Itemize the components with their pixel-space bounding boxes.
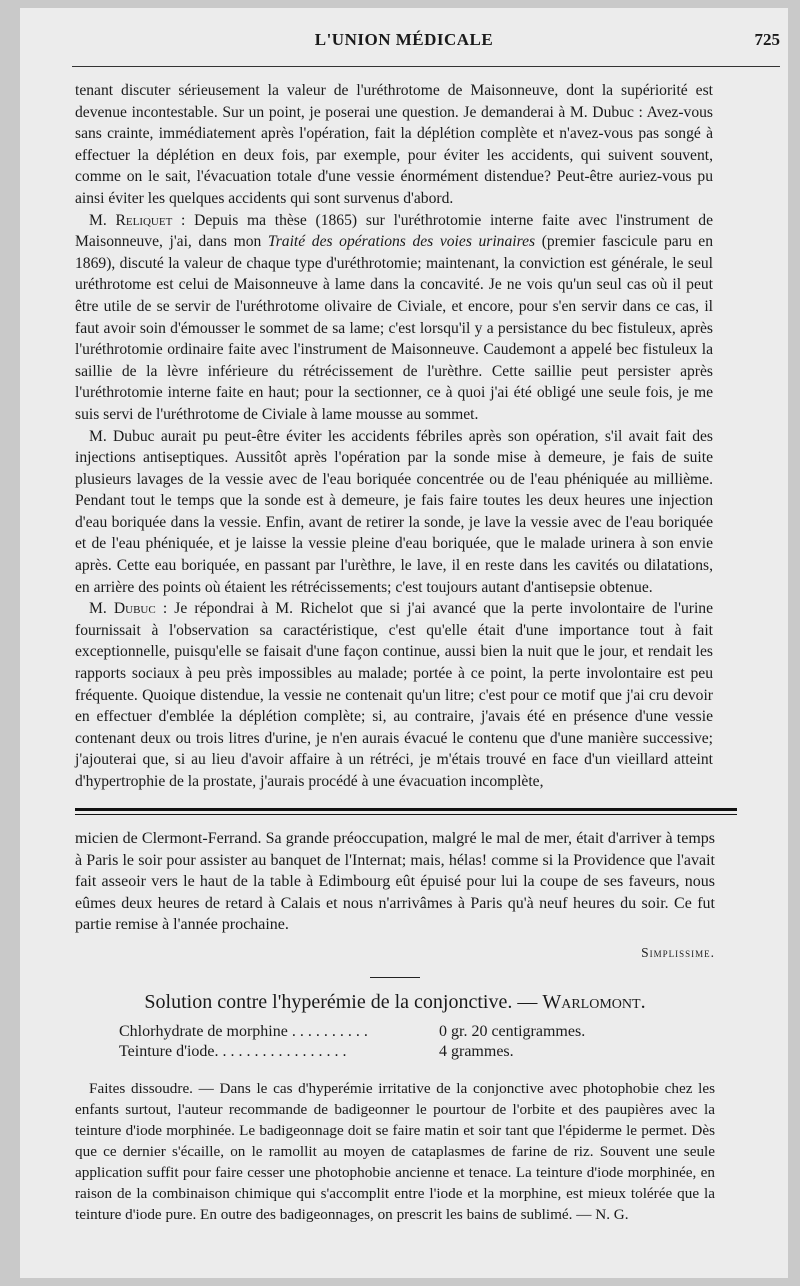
- paragraph: [75, 210, 713, 426]
- feuilleton-section: [75, 828, 715, 1225]
- feuilleton-separator-thin: [75, 814, 737, 815]
- paragraph: M. Dubuc aurait pu peut-être éviter les accidents fébriles après son opération, s'il avait fait des injections antiseptiques. Aussitôt après l'opération par la sonde mise à demeure, je fais de suite plusieurs lavages de la vessie avec de l'eau boriquée concentrée ou de l'eau phéniquée au millième. Pendant tout le temps que la sonde est à demeure, je fais faire toutes les deux heures une injection d'eau boriquée dans la vessie. Enfin, avant de retirer la sonde, je lave la vessie avec de l'eau boriquée et de l'eau phéniquée, et je laisse la vessie pleine d'eau boriquée, que le malade urinera à son envie après. Cette eau boriquée, en passant par l'urèthre, le lave, il en reste dans les cavités ou dilatations, en arrière des points où étaient les rétrécissements; c'est toujours autant d'antisepsie obtenue.: [75, 427, 713, 596]
- feuilleton-separator: [75, 808, 737, 811]
- running-header: [20, 30, 788, 56]
- discussion-section: [75, 80, 713, 793]
- formula-author: Warlomont.: [542, 991, 646, 1013]
- paragraph: micien de Clermont-Ferrand. Sa grande préoccupation, malgré le mal de mer, était d'arriver à temps à Paris le soir pour assister au banquet de l'Internat; mais, hélas! comme si la Providence que l'avait fait asseoir vers le haut de la table à Edimbourg eût épuisé pour lui la coupe de ses faveurs, nous eûmes deux heures de retard à Calais et nous n'arrivâmes à Paris qu'à neuf heures du soir. Ce fut partie remise à l'année prochaine.: [75, 830, 715, 933]
- paragraph: tenant discuter sérieusement la valeur de l'uréthrotome de Maisonneuve, dont la supériorité est devenue incontestable. Sur un point, je poserai une question. Je demanderai à M. Dubuc : Avez-vous sans crainte, immédiatement après l'opération, fait la déplétion complète et n'avez-vous pas songé à effectuer la déplétion en deux fois, par exemple, pour éviter les accidents, qui suivent souvent, comme on le sait, l'évacuation totale d'une vessie énormément distendue? Peut-être auriez-vous pu ainsi éviter les quelques accidents qui sont survenus d'abord.: [75, 82, 713, 207]
- ingredient-dose: 4 grammes.: [439, 1042, 514, 1060]
- signature: Simplissime.: [641, 944, 715, 960]
- ingredient-list: [75, 1022, 715, 1062]
- ingredient-line: [75, 1022, 715, 1042]
- book-title: Traité des opérations des voies urinaires: [267, 233, 536, 251]
- speaker-name: M. Reliquet :: [89, 211, 186, 229]
- formula-title-text: Solution contre l'hyperémie de la conjonctive. —: [144, 991, 543, 1013]
- ingredient-line: [75, 1042, 715, 1062]
- speaker-name: M. Dubuc :: [89, 600, 168, 618]
- journal-title: L'UNION MÉDICALE: [314, 30, 494, 49]
- ingredient-dose: 0 gr. 20 centigrammes.: [439, 1022, 586, 1040]
- section-divider: [370, 977, 420, 978]
- journal-page: [20, 8, 788, 1278]
- ingredient-name: Teinture d'iode. . . . . . . . . . . . . . . . .: [119, 1042, 347, 1060]
- formula-instructions: Faites dissoudre. — Dans le cas d'hyperémie irritative de la conjonctive avec photophobie chez les enfants surtout, l'auteur recommande de badigeonner le pourtour de l'orbite et des paupières avec la teinture d'iode morphinée. Le badigeonnage doit se faire matin et soir tant que l'épiderme le permet. Dès que ce dernier s'écaille, on le ramollit au moyen de cataplasmes de farine de riz. Souvent une seule application suffit pour faire cesser une photophobie ancienne et tenace. La teinture d'iode morphinée, en raison de la combinaison chimique qui s'accomplit entre l'iode et la morphine, est mieux tolérée que la teinture d'iode pure. En outre des badigeonnages, on prescrit les bains de sublimé. — N. G.: [75, 1079, 715, 1223]
- header-rule: [72, 66, 780, 67]
- ingredient-name: Chlorhydrate de morphine . . . . . . . . . .: [119, 1022, 368, 1040]
- paragraph-text: Je répondrai à M. Richelot que si j'ai avancé que la perte involontaire de l'urine fournissait à l'observation sa caractéristique, c'est qu'elle était d'une importance tout à fait exceptionnelle, puisqu'elle se faisait d'une façon continue, aussi bien la nuit que le jour, et rendait les rapports sociaux à peu près impossibles au malade; portée à ce point, la perte involontaire est peu fréquente. Quoique distendue, la vessie ne contenait qu'un litre; c'est pour ce motif que j'ai cru devoir en effectuer d'emblée la déplétion complète; si, au contraire, j'avais été en présence d'une vessie contenant deux ou trois litres d'urine, je n'en aurais évacué le contenu que d'une manière successive; j'ajouterai que, si au lieu d'avoir affaire à un rétréci, je m'étais trouvé en face d'un vieillard atteint d'hypertrophie de la prostate, j'aurais procédé à une évacuation incomplète,: [75, 600, 714, 790]
- paragraph-text: Depuis ma thèse (1865) sur l'uréthrotomie interne faite avec l'instrument de Maisonneuve, j'ai, dans mon: [75, 211, 713, 251]
- paragraph-text: (premier fascicule paru en 1869), discuté la valeur de chaque type d'uréthrotomie; maintenant, la conviction est générale, le seul uréthrotome est celui de Maisonneuve à lame dans la concavité. Je ne vois qu'un seul cas où il peut être utile de se servir de l'uréthrotome olivaire de Civiale, et encore, pour s'en servir dans ce cas, il faut avoir soin d'émousser le sommet de sa lame; c'est lorsqu'il y a persistance du bec fistuleux, après l'uréthrotomie ordinaire faite avec l'instrument de Maisonneuve. Caudemont a appelé bec fistuleux la saillie de la lèvre inférieure du rétrécissement de l'urèthre. Cette saillie peut persister après l'uréthrotomie interne faite en haut; pour la sectionner, ce à quoi j'ai été obligé une seule fois, je me suis servi de l'uréthrotome de Civiale à lame mousse au sommet.: [75, 233, 713, 423]
- formula-title: [75, 992, 715, 1014]
- paragraph: [75, 598, 713, 792]
- page-number: 725: [754, 30, 780, 49]
